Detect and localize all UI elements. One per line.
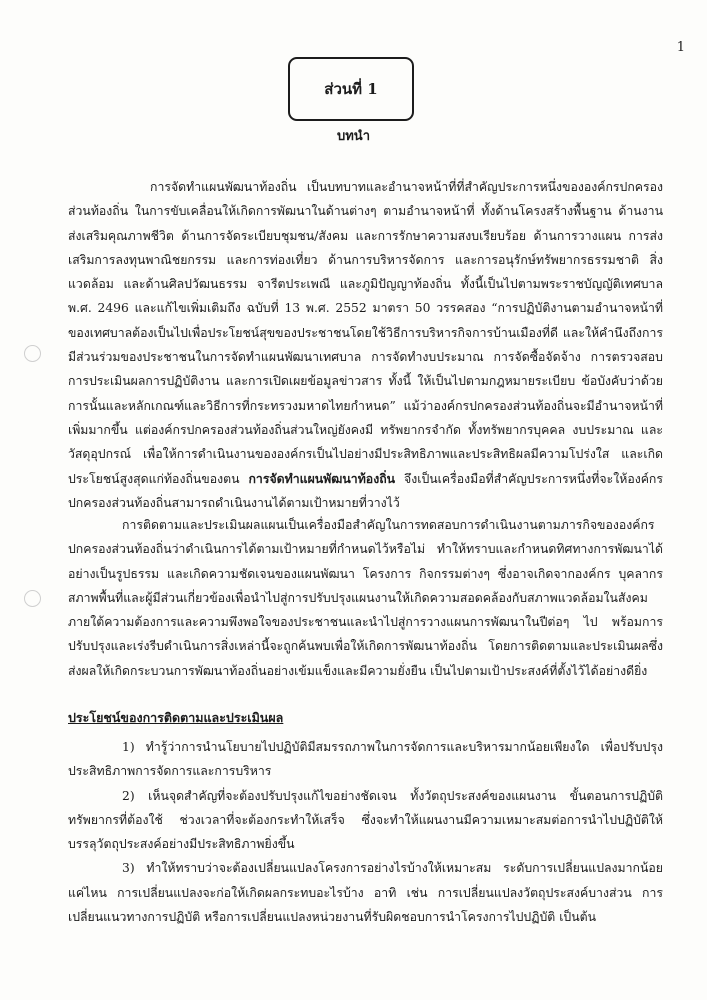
intro-text-before: การจัดทำแผนพัฒนาท้องถิ่น เป็นบทบาทและอำนาจหน้าที่ที่สำคัญประการหนึ่งขององค์กรปกครองส่วนท้องถิ่น ในการขับเคลื่อนให้เกิดการพัฒนาในด้านต่างๆ ตามอำนาจหน้าที่ ทั้งด้านโครงสร้างพื้นฐาน ด้านงานส่งเสริมคุณภาพชีวิต ด้านการจัดระเบียบชุมชน/สังคม และการรักษาความสงบเรียบร้อย ด้านการวางแผน การส่งเสริมการลงทุนพาณิชยกรรม และการท่องเที่ยว ด้านการบริหารจัดการ และการอนุรักษ์ทรัพยากรธรรมชาติ สิ่งแวดล้อม และด้านศิลปวัฒนธรรม จารีตประเพณี และภูมิปัญญาท้องถิ่น ทั้งนี้เป็นไปตามพระราชบัญญัติเทศบาล พ.ศ. 2496 และแก้ไขเพิ่มเติมถึง ฉบับที่ 13 พ.ศ. 2552 มาตรา 50 วรรคสอง “การปฏิบัติงานตามอำนาจหน้าที่ของเทศบาลต้องเป็นไปเพื่อประโยชน์สุขของประชาชนโดยใช้วิธีการบริหารกิจการบ้านเมืองที่ดี และให้คำนึงถึงการมีส่วนร่วมของประชาชนในการจัดทำแผนพัฒนาเทศบาล การจัดทำงบประมาณ การจัดซื้อจัดจ้าง การตรวจสอบ การประเมินผลการปฏิบัติงาน และการเปิดเผยข้อมูลข่าวสาร ทั้งนี้ ให้เป็นไปตามกฎหมายระเบียบ ข้อบังคับว่าด้วยการนั้นและหลักเกณฑ์และวิธีการที่กระทรวงมหาดไทยกำหนด” แม้ว่าองค์กรปกครองส่วนท้องถิ่นจะมีอำนาจหน้าที่เพิ่มมากขึ้น แต่องค์กรปกครองส่วนท้องถิ่นส่วนใหญ่ยังคงมี ทรัพยากรจำกัด ทั้งทรัพยากรบุคคล งบประมาณ และวัสดุอุปกรณ์ เพื่อให้การดำเนินงานขององค์กรเป็นไปอย่างมีประสิทธิภาพและประสิทธิผลมีความโปร่งใส และเกิดประโยชน์สูงสุดแก่ท้องถิ่นของตน — [68, 180, 663, 486]
intro-text-after: จึงเป็นเครื่องมือที่สำคัญประการหนึ่งที่จะให้องค์กรปกครองส่วนท้องถิ่นสามารถดำเนินงานได้ตามเป้าหมายที่วางไว้ — [68, 471, 663, 510]
punch-hole-bottom — [24, 590, 41, 607]
section-title-box — [288, 57, 414, 121]
section-title: ส่วนที่ 1 — [324, 80, 378, 98]
benefit-item: 1) ทำรู้ว่าการนำนโยบายไปปฏิบัติมีสมรรถภาพในการจัดการและบริหารมากน้อยเพียงใด เพื่อปรับปรุงประสิทธิภาพการจัดการและการบริหาร — [68, 740, 663, 779]
benefit-item: 2) เห็นจุดสำคัญที่จะต้องปรับปรุงแก้ไขอย่างชัดเจน ทั้งวัตถุประสงค์ของแผนงาน ขั้นตอนการปฏิบัติ ทรัพยากรที่ต้องใช้ ช่วงเวลาที่จะต้องกระทำให้เสร็จ ซึ่งจะทำให้แผนงานมีความเหมาะสมต่อการนำไปปฏิบัติให้บรรลุวัตถุประสงค์อย่างมีประสิทธิภาพยิ่งขึ้น — [68, 788, 663, 852]
intro-paragraph-2-text: การติดตามและประเมินผลแผนเป็นเครื่องมือสำคัญในการทดสอบการดำเนินงานตามภารกิจขององค์กรปกครองส่วนท้องถิ่นว่าดำเนินการได้ตามเป้าหมายที่กำหนดไว้หรือไม่ ทำให้ทราบและกำหนดทิศทางการพัฒนาได้อย่างเป็นรูปธรรม และเกิดความชัดเจนของแผนพัฒนา โครงการ กิจกรรมต่างๆ ซึ่งอาจเกิดจากองค์กร บุคลากร สภาพพื้นที่และผู้มีส่วนเกี่ยวข้องเพื่อนำไปสู่การปรับปรุงแผนงานให้เกิดความสอดคล้องกับสภาพแวดล้อมในสังคมภายใต้ความต้องการและความพึงพอใจของประชาชนและนำไปสู่การวางแผนการพัฒนาในปีต่อๆ ไป พร้อมการปรับปรุงและเร่งรีบดำเนินการสิ่งเหล่านี้จะถูกค้นพบเพื่อให้เกิดการพัฒนาท้องถิ่น โดยการติดตามและประเมินผลซึ่งส่งผลให้เกิดกระบวนการพัฒนาท้องถิ่นอย่างเข้มแข็งและมีความยั่งยืน เป็นไปตามเป้าประสงค์ที่ตั้งไว้ได้อย่างดียิ่ง — [68, 518, 663, 678]
benefits-list — [68, 735, 663, 929]
chapter-subtitle: บทนำ — [336, 129, 370, 144]
page-number: 1 — [676, 40, 685, 55]
benefits-heading: ประโยชน์ของการติดตามและประเมินผล — [68, 710, 284, 725]
intro-paragraph-2 — [68, 513, 663, 683]
benefit-item: 3) ทำให้ทราบว่าจะต้องเปลี่ยนแปลงโครงการอย่างไรบ้างให้เหมาะสม ระดับการเปลี่ยนแปลงมากน้อยแค่ไหน การเปลี่ยนแปลงจะก่อให้เกิดผลกระทบอะไรบ้าง อาทิ เช่น การเปลี่ยนแปลงวัตถุประสงค์บางส่วน การเปลี่ยนแนวทางการปฏิบัติ หรือการเปลี่ยนแปลงหน่วยงานที่รับผิดชอบการนำโครงการไปปฏิบัติ เป็นต้น — [68, 861, 663, 925]
intro-paragraph-1 — [68, 175, 663, 515]
punch-hole-top — [24, 345, 41, 362]
intro-text-bold: การจัดทำแผนพัฒนาท้องถิ่น — [248, 470, 396, 486]
